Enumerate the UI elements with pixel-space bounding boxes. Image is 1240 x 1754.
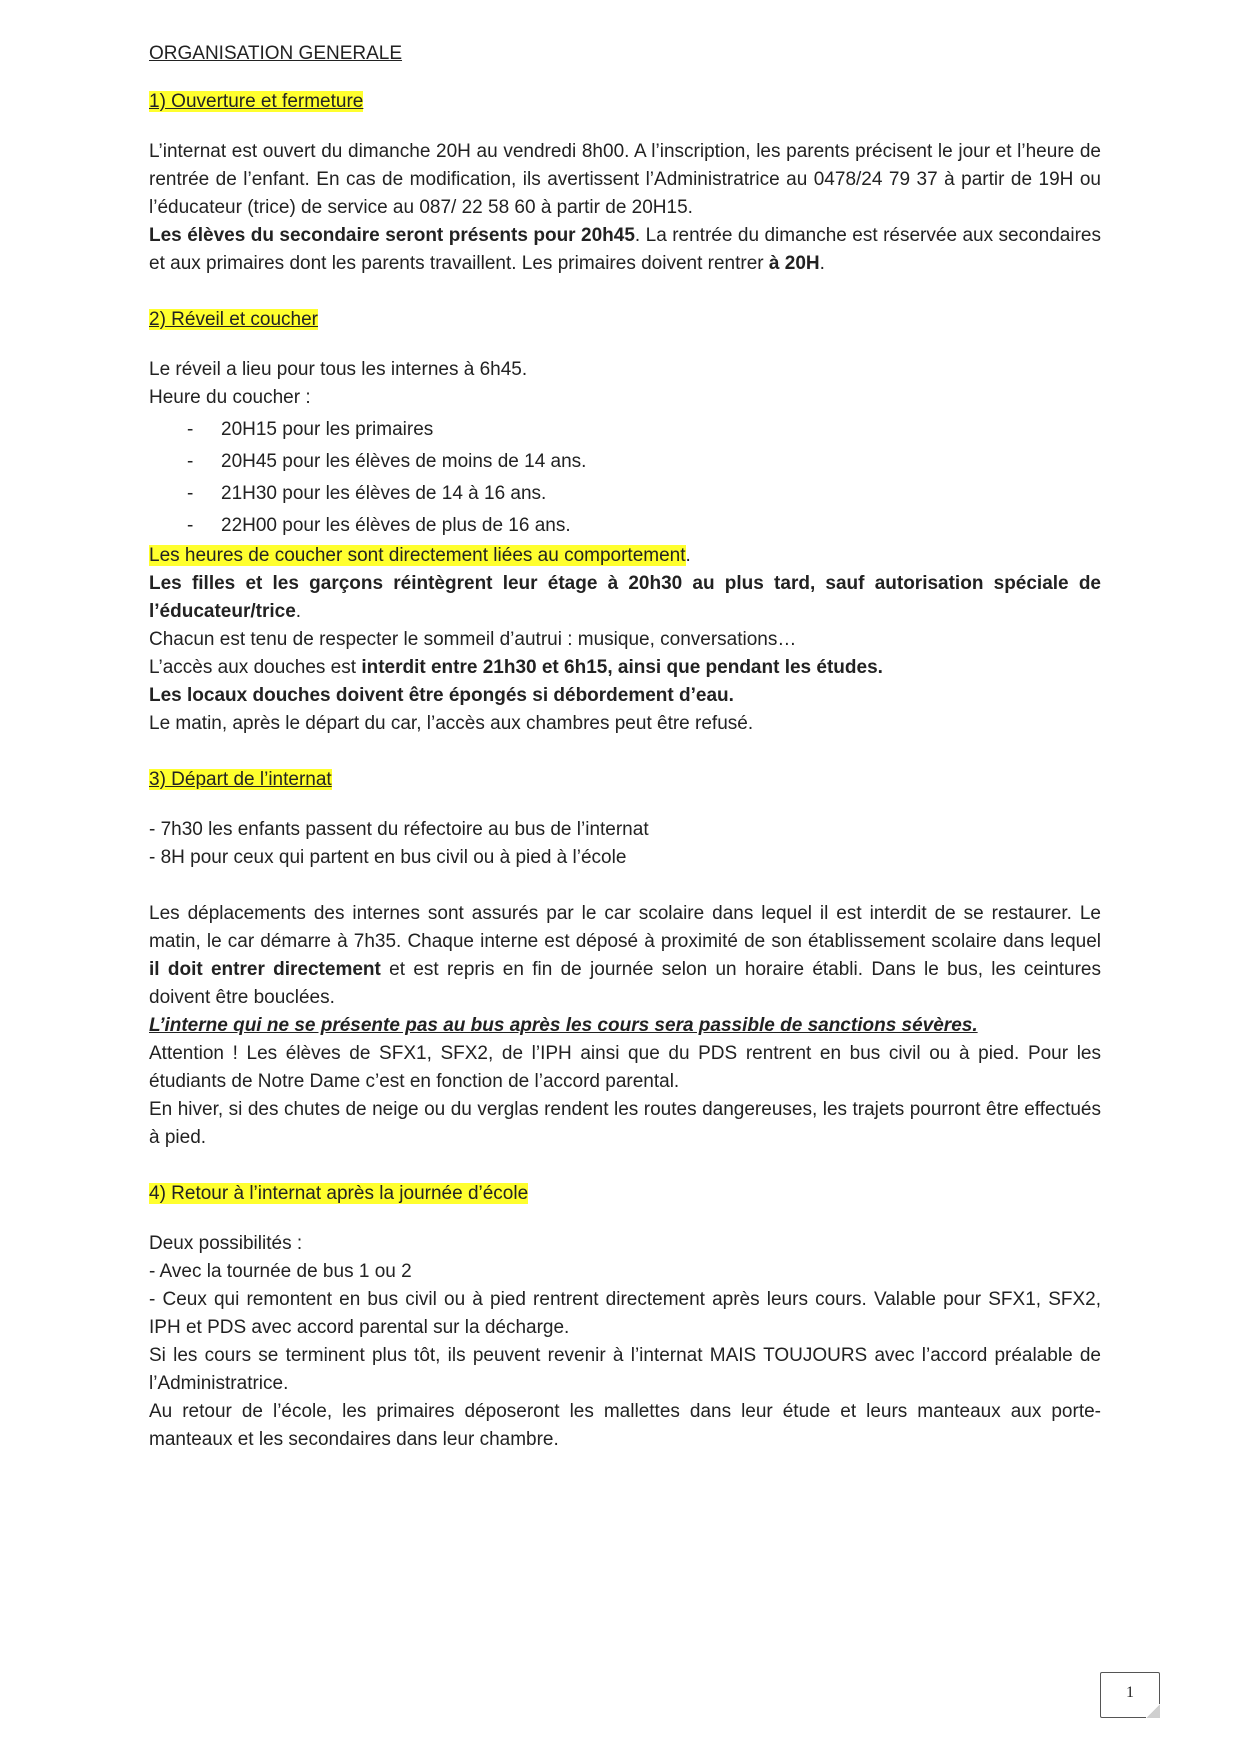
heading-text: 3) Départ de l’internat <box>149 769 332 790</box>
list-item-text: 20H45 pour les élèves de moins de 14 ans. <box>221 451 587 472</box>
behaviour-note <box>149 542 1101 570</box>
section-wake-bedtime <box>149 306 1101 738</box>
bold-text: Les élèves du secondaire seront présents pour 20h45 <box>149 225 635 246</box>
morning-rule: Le matin, après le départ du car, l’accès aux chambres peut être refusé. <box>149 713 754 734</box>
text: . La rentrée du dimanche est réservée aux secondaires et aux primaires dont les parents travaillent. Les primaires doivent rentrer <box>149 225 1101 274</box>
paragraph-return-times <box>149 222 1101 278</box>
list-item-text: 20H15 pour les primaires <box>221 419 434 440</box>
departure-line: - 8H pour ceux qui partent en bus civil ou à pied à l’école <box>149 847 627 868</box>
wake-time: Le réveil a lieu pour tous les internes à 6h45. <box>149 359 528 380</box>
list-item-text: 22H00 pour les élèves de plus de 16 ans. <box>221 515 571 536</box>
paragraph-opening-hours: L’internat est ouvert du dimanche 20H au vendredi 8h00. A l’inscription, les parents précisent le jour et l’heure de rentrée de l’enfant. En cas de modification, ils avertissent l’Administratrice au 0478/24 79 37 à partir de 19H ou l’éducateur (trice) de service au 087/ 22 58 60 à partir de 20H15. <box>149 141 1101 218</box>
bold-text: interdit entre 21h30 et 6h15, ainsi que pendant les études. <box>361 657 883 678</box>
bold-text: à 20H <box>768 253 820 274</box>
dash-bullet: - <box>187 515 194 536</box>
shower-rule <box>149 654 1101 682</box>
bedtime-label: Heure du coucher : <box>149 387 311 408</box>
dash-bullet: - <box>187 483 194 504</box>
floors-rule <box>149 570 1101 626</box>
return-option: - Ceux qui remontent en bus civil ou à pied rentrent directement après leurs cours. Valable pour SFX1, SFX2, IPH et PDS avec accord parental sur la décharge. <box>149 1289 1101 1338</box>
paragraph-winter: En hiver, si des chutes de neige ou du verglas rendent les routes dangereuses, les trajets pourront être effectués à pied. <box>149 1099 1101 1148</box>
text: . <box>819 253 825 274</box>
page-number: 1 <box>1100 1672 1160 1718</box>
text: . <box>295 601 302 622</box>
bold-text: Les locaux douches doivent être épongés si débordement d’eau. <box>149 685 734 706</box>
section-opening-closing <box>149 88 1101 278</box>
document-title: ORGANISATION GENERALE <box>149 43 403 64</box>
list-item <box>149 510 1101 542</box>
dash-bullet: - <box>187 451 194 472</box>
highlighted-text: Les heures de coucher sont directement liées au comportement <box>149 545 686 566</box>
heading-text: 2) Réveil et coucher <box>149 309 318 330</box>
shower-clean-rule <box>149 682 1101 710</box>
list-item <box>149 414 1101 446</box>
list-item <box>149 446 1101 478</box>
paragraph-attention: Attention ! Les élèves de SFX1, SFX2, de l’IPH ainsi que du PDS rentrent en bus civil ou à pied. Pour les étudiants de Notre Dame c’est en fonction de l’accord parental. <box>149 1043 1101 1092</box>
section-heading <box>149 766 1101 794</box>
list-item <box>149 478 1101 510</box>
heading-text: 4) Retour à l’internat après la journée d’école <box>149 1183 529 1204</box>
document-page <box>149 40 1101 1482</box>
section-return <box>149 1180 1101 1454</box>
return-option: - Avec la tournée de bus 1 ou 2 <box>149 1261 412 1282</box>
return-intro: Deux possibilités : <box>149 1233 303 1254</box>
section-heading <box>149 306 1101 334</box>
list-item-text: 21H30 pour les élèves de 14 à 16 ans. <box>221 483 547 504</box>
paragraph-early-return: Si les cours se terminent plus tôt, ils peuvent revenir à l’internat MAIS TOUJOURS avec l’accord préalable de l’Administratrice. <box>149 1345 1101 1394</box>
bold-text: il doit entrer directement <box>149 959 381 980</box>
dash-bullet: - <box>187 419 194 440</box>
text: L’accès aux douches est <box>149 657 362 678</box>
text: Les déplacements des internes sont assurés par le car scolaire dans lequel il est interdit de se restaurer. Le matin, le car démarre à 7h35. Chaque interne est déposé à proximité de son établissement scolaire dans lequel <box>149 903 1101 952</box>
sleep-rule: Chacun est tenu de respecter le sommeil d’autrui : musique, conversations… <box>149 629 797 650</box>
departure-line: - 7h30 les enfants passent du réfectoire au bus de l’internat <box>149 819 649 840</box>
bedtime-list <box>149 414 1101 542</box>
text: et est repris en fin de journée selon un horaire établi. Dans le bus, les ceintures doivent être bouclées. <box>149 959 1101 1008</box>
sanction-warning: L’interne qui ne se présente pas au bus après les cours sera passible de sanctions sévères. <box>149 1015 978 1036</box>
paragraph-transport <box>149 900 1101 1012</box>
text: . <box>685 545 691 566</box>
section-departure <box>149 766 1101 1152</box>
heading-text: 1) Ouverture et fermeture <box>149 91 364 112</box>
paragraph-return-storage: Au retour de l’école, les primaires déposeront les mallettes dans leur étude et leurs manteaux aux porte-manteaux et les secondaires dans leur chambre. <box>149 1401 1101 1450</box>
section-heading <box>149 1180 1101 1208</box>
bold-text: Les filles et les garçons réintègrent leur étage à 20h30 au plus tard, sauf autorisation spéciale de l’éducateur/trice <box>149 573 1101 622</box>
section-heading <box>149 88 1101 116</box>
